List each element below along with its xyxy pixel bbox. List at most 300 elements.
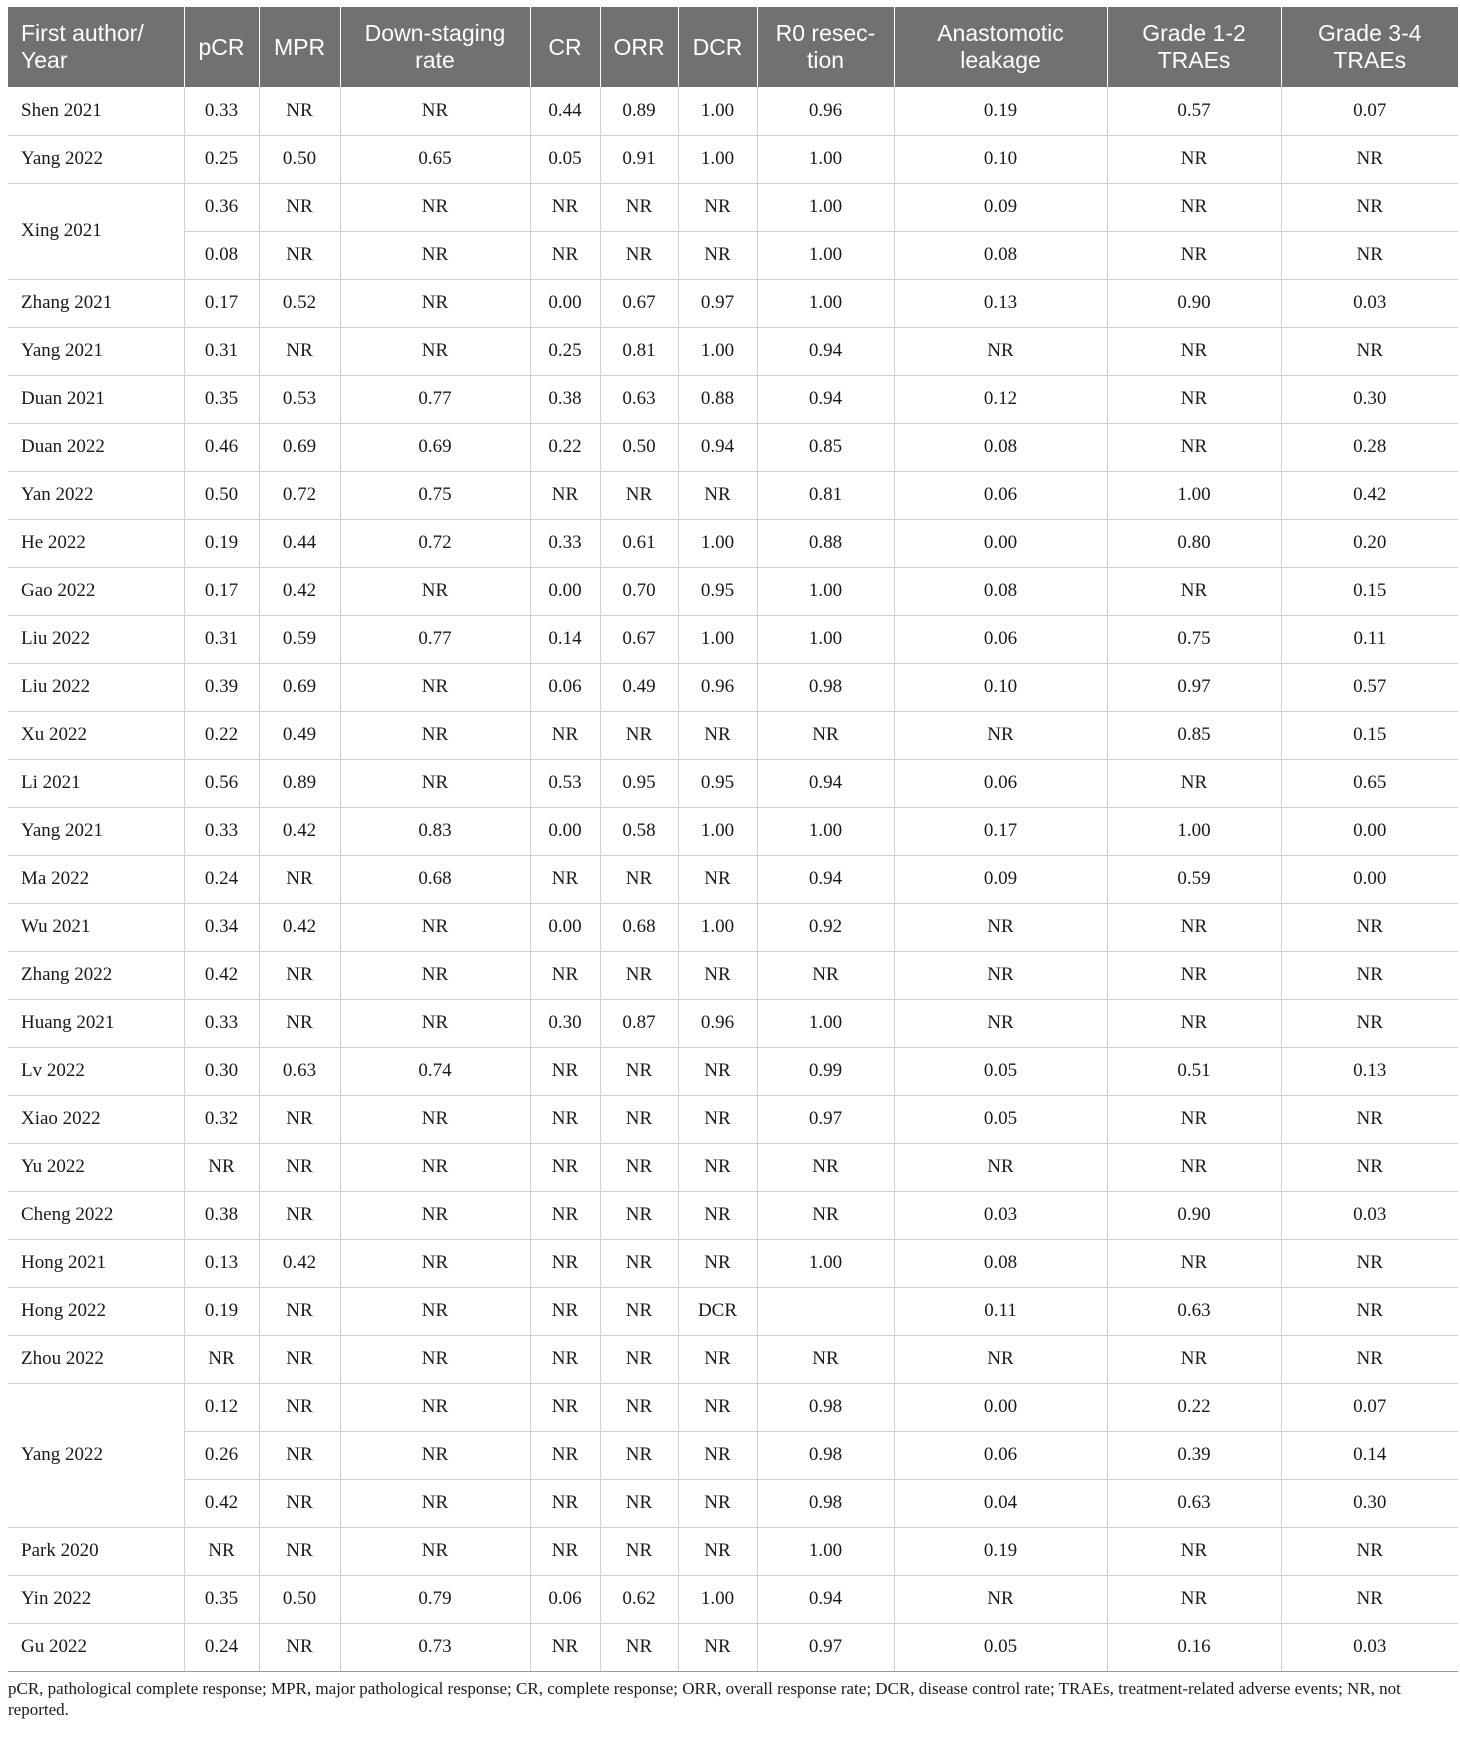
value-cell: 0.59 [259, 615, 340, 663]
value-cell: 0.22 [530, 423, 600, 471]
value-cell: 0.31 [184, 327, 259, 375]
value-cell: NR [600, 1383, 678, 1431]
author-cell: Lv 2022 [8, 1047, 184, 1095]
value-cell: 0.30 [1281, 1479, 1458, 1527]
value-cell: 0.97 [757, 1095, 894, 1143]
value-cell: 0.35 [184, 375, 259, 423]
value-cell: 0.75 [1107, 615, 1281, 663]
value-cell: 0.80 [1107, 519, 1281, 567]
value-cell: NR [530, 1623, 600, 1671]
value-cell: NR [530, 1335, 600, 1383]
table-row [8, 759, 1458, 807]
value-cell: NR [340, 231, 530, 279]
value-cell: 0.09 [894, 183, 1107, 231]
value-cell: NR [600, 1239, 678, 1287]
value-cell: 0.15 [1281, 567, 1458, 615]
value-cell: 0.14 [1281, 1431, 1458, 1479]
value-cell: 0.28 [1281, 423, 1458, 471]
value-cell: 0.65 [1281, 759, 1458, 807]
value-cell: 0.00 [894, 1383, 1107, 1431]
value-cell: 0.91 [600, 135, 678, 183]
column-header-line: Year [21, 47, 68, 73]
value-cell: NR [259, 1623, 340, 1671]
value-cell: 0.73 [340, 1623, 530, 1671]
value-cell: 0.46 [184, 423, 259, 471]
author-cell: Yan 2022 [8, 471, 184, 519]
author-cell: Xing 2021 [8, 183, 184, 279]
value-cell: 0.03 [1281, 1623, 1458, 1671]
value-cell: NR [530, 1143, 600, 1191]
column-header-line: Down-staging [364, 20, 506, 46]
value-cell: NR [894, 327, 1107, 375]
value-cell: NR [1281, 231, 1458, 279]
value-cell: NR [600, 1143, 678, 1191]
author-cell: Zhou 2022 [8, 1335, 184, 1383]
value-cell: 1.00 [1107, 807, 1281, 855]
table-row [8, 903, 1458, 951]
value-cell: NR [259, 855, 340, 903]
value-cell: 0.96 [757, 87, 894, 135]
value-cell: 0.22 [184, 711, 259, 759]
value-cell: NR [530, 1479, 600, 1527]
value-cell: NR [340, 1191, 530, 1239]
value-cell: NR [259, 1143, 340, 1191]
value-cell: 0.57 [1107, 87, 1281, 135]
value-cell: 0.14 [530, 615, 600, 663]
value-cell: 0.95 [678, 567, 757, 615]
value-cell: 0.30 [530, 999, 600, 1047]
column-header-line: TRAEs [1333, 47, 1407, 73]
value-cell: 0.34 [184, 903, 259, 951]
column-header [340, 7, 530, 87]
value-cell: NR [184, 1335, 259, 1383]
value-cell: NR [1107, 1095, 1281, 1143]
value-cell: 1.00 [757, 183, 894, 231]
value-cell: 0.06 [530, 1575, 600, 1623]
value-cell: NR [600, 1047, 678, 1095]
author-cell: Hong 2021 [8, 1239, 184, 1287]
value-cell: 0.96 [678, 663, 757, 711]
value-cell: 0.56 [184, 759, 259, 807]
value-cell: NR [1281, 951, 1458, 999]
value-cell: NR [340, 999, 530, 1047]
value-cell: NR [1281, 903, 1458, 951]
value-cell: 0.97 [757, 1623, 894, 1671]
value-cell: NR [757, 951, 894, 999]
value-cell: 0.61 [600, 519, 678, 567]
table-row [8, 519, 1458, 567]
value-cell: 1.00 [757, 135, 894, 183]
table-row [8, 951, 1458, 999]
value-cell: 0.16 [1107, 1623, 1281, 1671]
value-cell: 0.04 [894, 1479, 1107, 1527]
value-cell: 0.53 [259, 375, 340, 423]
value-cell: 0.39 [184, 663, 259, 711]
value-cell: 0.62 [600, 1575, 678, 1623]
value-cell: 0.24 [184, 1623, 259, 1671]
value-cell: NR [530, 1191, 600, 1239]
table-row [8, 279, 1458, 327]
value-cell: 0.19 [184, 519, 259, 567]
value-cell: NR [678, 1383, 757, 1431]
value-cell: NR [530, 1383, 600, 1431]
value-cell: 0.95 [600, 759, 678, 807]
value-cell: NR [1281, 1527, 1458, 1575]
value-cell: 0.06 [894, 759, 1107, 807]
value-cell: NR [259, 1335, 340, 1383]
author-cell: Duan 2022 [8, 423, 184, 471]
value-cell: 0.90 [1107, 279, 1281, 327]
value-cell: NR [340, 1383, 530, 1431]
value-cell: 1.00 [757, 567, 894, 615]
table-row [8, 87, 1458, 135]
value-cell: 0.42 [259, 1239, 340, 1287]
value-cell: NR [1281, 1335, 1458, 1383]
value-cell: NR [530, 471, 600, 519]
value-cell: NR [340, 1239, 530, 1287]
value-cell: 0.00 [894, 519, 1107, 567]
value-cell: 0.50 [259, 135, 340, 183]
value-cell: NR [1107, 327, 1281, 375]
value-cell: 0.95 [678, 759, 757, 807]
value-cell: 1.00 [678, 615, 757, 663]
value-cell: NR [1281, 999, 1458, 1047]
value-cell: 0.98 [757, 663, 894, 711]
value-cell: 0.88 [757, 519, 894, 567]
value-cell: NR [600, 1191, 678, 1239]
table-row [8, 711, 1458, 759]
value-cell: NR [340, 567, 530, 615]
table-row [8, 1383, 1458, 1431]
value-cell: 1.00 [678, 903, 757, 951]
value-cell: NR [530, 855, 600, 903]
value-cell: 0.26 [184, 1431, 259, 1479]
author-cell: Gu 2022 [8, 1623, 184, 1671]
value-cell: 0.32 [184, 1095, 259, 1143]
column-header [8, 7, 184, 87]
value-cell: NR [1281, 1095, 1458, 1143]
value-cell: NR [600, 471, 678, 519]
value-cell: 0.94 [757, 327, 894, 375]
value-cell: NR [894, 903, 1107, 951]
value-cell: NR [340, 1527, 530, 1575]
value-cell: 0.08 [894, 567, 1107, 615]
value-cell: NR [600, 1479, 678, 1527]
table-body [8, 87, 1458, 1671]
table-row [8, 1287, 1458, 1335]
value-cell: NR [1107, 183, 1281, 231]
value-cell: 0.65 [340, 135, 530, 183]
value-cell: NR [340, 903, 530, 951]
value-cell: NR [894, 1335, 1107, 1383]
author-cell: Hong 2022 [8, 1287, 184, 1335]
value-cell: NR [678, 711, 757, 759]
author-cell: Yu 2022 [8, 1143, 184, 1191]
value-cell: NR [259, 1191, 340, 1239]
value-cell: 0.72 [259, 471, 340, 519]
value-cell: NR [340, 1479, 530, 1527]
column-header-line: CR [548, 33, 582, 60]
value-cell: NR [757, 711, 894, 759]
column-header-line: ORR [613, 33, 665, 60]
author-cell: Yang 2022 [8, 135, 184, 183]
value-cell: 0.70 [600, 567, 678, 615]
value-cell: NR [1107, 999, 1281, 1047]
value-cell: NR [678, 1191, 757, 1239]
value-cell: 0.83 [340, 807, 530, 855]
value-cell: NR [678, 183, 757, 231]
value-cell: NR [1107, 1527, 1281, 1575]
value-cell: NR [1281, 1575, 1458, 1623]
table-row [8, 1047, 1458, 1095]
value-cell: 0.30 [184, 1047, 259, 1095]
value-cell: NR [340, 1335, 530, 1383]
value-cell: DCR [678, 1287, 757, 1335]
column-header [530, 7, 600, 87]
value-cell: NR [600, 1431, 678, 1479]
column-header [259, 7, 340, 87]
value-cell: 0.24 [184, 855, 259, 903]
value-cell: NR [600, 855, 678, 903]
value-cell: 0.38 [530, 375, 600, 423]
value-cell: NR [600, 951, 678, 999]
value-cell: NR [530, 1431, 600, 1479]
value-cell: 0.06 [894, 471, 1107, 519]
column-header-line: rate [415, 47, 455, 73]
value-cell: NR [259, 1527, 340, 1575]
value-cell: 0.94 [757, 375, 894, 423]
value-cell: 0.79 [340, 1575, 530, 1623]
header-row [8, 7, 1458, 87]
value-cell: 0.53 [530, 759, 600, 807]
author-cell: Yang 2022 [8, 1383, 184, 1527]
column-header-line: Anastomotic [937, 20, 1064, 46]
column-header-line: Grade 3-4 [1317, 20, 1422, 46]
value-cell: 0.06 [894, 615, 1107, 663]
column-header-line: pCR [198, 33, 245, 60]
value-cell: 1.00 [678, 135, 757, 183]
table-row [8, 999, 1458, 1047]
value-cell: 0.08 [894, 231, 1107, 279]
value-cell: NR [757, 1143, 894, 1191]
column-header-line: leakage [960, 47, 1041, 73]
value-cell: 0.05 [530, 135, 600, 183]
value-cell: 0.39 [1107, 1431, 1281, 1479]
table-footnote: pCR, pathological complete response; MPR, major pathological response; CR, complete response; ORR, overall response rate; DCR, disease control rate; TRAEs, treatment-related adverse events; NR, not reported. [8, 1678, 1401, 1719]
table-row [8, 1623, 1458, 1671]
value-cell: 0.36 [184, 183, 259, 231]
value-cell: 0.25 [184, 135, 259, 183]
value-cell: NR [894, 1575, 1107, 1623]
value-cell: 0.17 [894, 807, 1107, 855]
table-row [8, 1239, 1458, 1287]
value-cell: 0.97 [678, 279, 757, 327]
value-cell: NR [530, 1095, 600, 1143]
value-cell: NR [1107, 231, 1281, 279]
value-cell: 0.17 [184, 567, 259, 615]
value-cell: NR [259, 327, 340, 375]
value-cell: 0.03 [1281, 1191, 1458, 1239]
value-cell: NR [340, 1095, 530, 1143]
value-cell: 0.07 [1281, 1383, 1458, 1431]
value-cell: NR [1107, 1575, 1281, 1623]
value-cell: 0.35 [184, 1575, 259, 1623]
column-header-line: MPR [273, 33, 326, 60]
value-cell: NR [1107, 759, 1281, 807]
author-cell: Park 2020 [8, 1527, 184, 1575]
value-cell: NR [600, 711, 678, 759]
value-cell: NR [340, 951, 530, 999]
value-cell: 0.85 [1107, 711, 1281, 759]
table-container [8, 7, 1458, 1720]
value-cell: NR [259, 1287, 340, 1335]
value-cell: NR [1107, 423, 1281, 471]
value-cell: NR [340, 183, 530, 231]
value-cell: 1.00 [757, 1239, 894, 1287]
value-cell: 0.05 [894, 1047, 1107, 1095]
value-cell: NR [259, 951, 340, 999]
value-cell: 0.88 [678, 375, 757, 423]
value-cell: NR [600, 1095, 678, 1143]
value-cell: 0.72 [340, 519, 530, 567]
value-cell: NR [340, 1287, 530, 1335]
value-cell: 0.05 [894, 1623, 1107, 1671]
value-cell: NR [340, 663, 530, 711]
value-cell: NR [530, 711, 600, 759]
value-cell: 0.44 [530, 87, 600, 135]
value-cell: 0.99 [757, 1047, 894, 1095]
author-cell: Xu 2022 [8, 711, 184, 759]
value-cell: NR [340, 327, 530, 375]
value-cell: NR [1107, 951, 1281, 999]
value-cell: NR [678, 855, 757, 903]
author-cell: Yin 2022 [8, 1575, 184, 1623]
value-cell: 0.94 [757, 759, 894, 807]
value-cell: NR [1107, 135, 1281, 183]
author-cell: Yang 2021 [8, 807, 184, 855]
value-cell: 0.94 [678, 423, 757, 471]
value-cell: 0.42 [184, 1479, 259, 1527]
column-header-line: R0 resec- [775, 20, 876, 46]
author-cell: Duan 2021 [8, 375, 184, 423]
value-cell: 0.42 [184, 951, 259, 999]
value-cell: 0.08 [894, 423, 1107, 471]
value-cell: 0.12 [184, 1383, 259, 1431]
value-cell: 0.19 [894, 1527, 1107, 1575]
value-cell: 0.49 [259, 711, 340, 759]
value-cell: NR [678, 471, 757, 519]
value-cell: 0.97 [1107, 663, 1281, 711]
column-header [678, 7, 757, 87]
value-cell: NR [1107, 375, 1281, 423]
value-cell: 0.81 [757, 471, 894, 519]
value-cell: 1.00 [757, 231, 894, 279]
table-row [8, 1527, 1458, 1575]
table-header [8, 7, 1458, 87]
value-cell: 0.68 [600, 903, 678, 951]
value-cell: 0.63 [600, 375, 678, 423]
value-cell: 1.00 [678, 1575, 757, 1623]
value-cell: NR [894, 711, 1107, 759]
value-cell: 0.00 [530, 903, 600, 951]
value-cell: 0.17 [184, 279, 259, 327]
value-cell: NR [340, 711, 530, 759]
value-cell: 0.44 [259, 519, 340, 567]
value-cell: 0.33 [184, 87, 259, 135]
value-cell: 0.50 [259, 1575, 340, 1623]
value-cell: 0.77 [340, 615, 530, 663]
value-cell: 0.92 [757, 903, 894, 951]
value-cell: 0.03 [894, 1191, 1107, 1239]
value-cell: NR [1107, 1335, 1281, 1383]
table-row [8, 615, 1458, 663]
value-cell: NR [259, 1383, 340, 1431]
value-cell: 0.87 [600, 999, 678, 1047]
value-cell: NR [530, 183, 600, 231]
value-cell: 0.10 [894, 663, 1107, 711]
value-cell: 0.08 [184, 231, 259, 279]
value-cell: 0.20 [1281, 519, 1458, 567]
value-cell: NR [1107, 1239, 1281, 1287]
value-cell: 1.00 [678, 807, 757, 855]
value-cell: 0.90 [1107, 1191, 1281, 1239]
value-cell: NR [530, 1287, 600, 1335]
value-cell: NR [530, 1239, 600, 1287]
column-header [1281, 7, 1458, 87]
value-cell: NR [678, 1047, 757, 1095]
value-cell: NR [678, 1239, 757, 1287]
column-header [894, 7, 1107, 87]
table-row [8, 807, 1458, 855]
value-cell: 0.50 [600, 423, 678, 471]
value-cell: 0.50 [184, 471, 259, 519]
value-cell: 1.00 [757, 1527, 894, 1575]
column-header [184, 7, 259, 87]
table-row [8, 1479, 1458, 1527]
table-row [8, 1095, 1458, 1143]
value-cell: 0.96 [678, 999, 757, 1047]
value-cell: NR [259, 1479, 340, 1527]
value-cell: NR [678, 1095, 757, 1143]
value-cell: 0.74 [340, 1047, 530, 1095]
value-cell: 0.38 [184, 1191, 259, 1239]
value-cell: 0.11 [1281, 615, 1458, 663]
value-cell [757, 1287, 894, 1335]
value-cell: 0.63 [259, 1047, 340, 1095]
author-cell: Zhang 2022 [8, 951, 184, 999]
value-cell: 0.11 [894, 1287, 1107, 1335]
value-cell: 0.13 [184, 1239, 259, 1287]
value-cell: NR [600, 183, 678, 231]
value-cell: 0.00 [1281, 807, 1458, 855]
value-cell: NR [259, 231, 340, 279]
value-cell: NR [757, 1191, 894, 1239]
table-row [8, 423, 1458, 471]
table-row [8, 327, 1458, 375]
value-cell: NR [894, 999, 1107, 1047]
value-cell: NR [1281, 327, 1458, 375]
value-cell: 0.89 [259, 759, 340, 807]
column-header [1107, 7, 1281, 87]
value-cell: 0.58 [600, 807, 678, 855]
value-cell: 0.19 [184, 1287, 259, 1335]
value-cell: 0.68 [340, 855, 530, 903]
value-cell: NR [1107, 903, 1281, 951]
value-cell: 0.05 [894, 1095, 1107, 1143]
author-cell: Liu 2022 [8, 615, 184, 663]
value-cell: NR [1107, 1143, 1281, 1191]
value-cell: 1.00 [678, 87, 757, 135]
